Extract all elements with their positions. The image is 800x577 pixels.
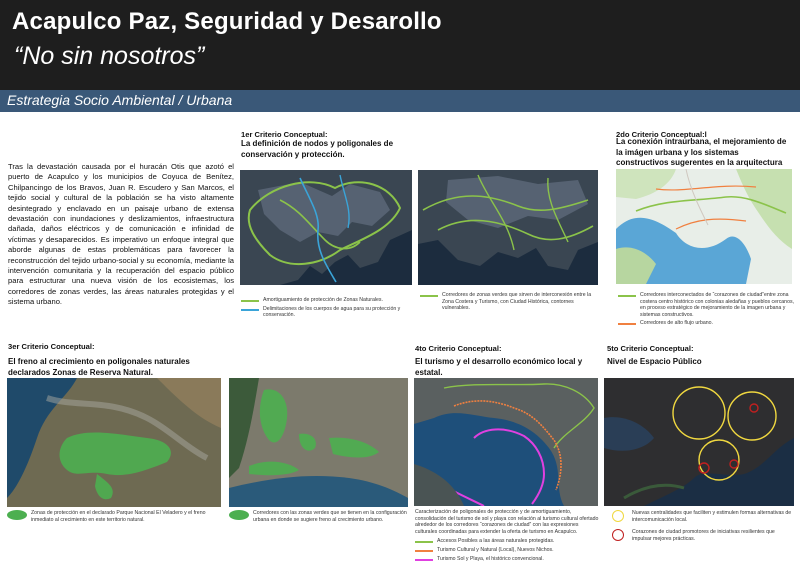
legend-criterio-1a: [241, 297, 406, 321]
blue-line-swatch: [241, 309, 259, 311]
green-line-swatch: [420, 295, 438, 297]
map-criterio-3a: [7, 378, 221, 507]
criterio-2-desc: La conexión intraurbana, el mejoramiento de la imágen urbana y los sistemas constructivos sugerentes en la arquitectura: [616, 137, 787, 167]
legend-item: Turismo Sol y Playa, el histórico convencional.: [415, 556, 599, 563]
criterio-4-intro: Caracterización de poligonales de protección y de amortiguamiento, consolidación del turismo de sol y playa con relación al turismo cultural ofertado alrededor de los corredores “corazones de ciudad” con las expresiones culturales coordinadas para extender la oferta de turismo en Acapulco.: [415, 509, 599, 535]
legend-item: Nuevas centralidades que faciliten y estimulen formas alternativas de intercomunicación local.: [610, 510, 794, 523]
green-line-swatch: [618, 295, 636, 297]
page-title: Acapulco Paz, Seguridad y Desarollo: [12, 8, 442, 35]
criterio-5-desc: Nivel de Espacio Público: [607, 357, 702, 366]
map-criterio-2: [616, 169, 792, 284]
legend-item: Corazones de ciudad promotores de iniciativas resilientes que impulsar mejores prácticas.: [610, 529, 794, 542]
magenta-line-swatch: [415, 559, 433, 561]
criterio-1-desc: La definición de nodos y poligonales de conservación y protección.: [241, 139, 394, 159]
intro-text: Tras la devastación causada por el huracán Otis que azotó el puerto de Acapulco y los municipios de Coyuca de Benítez, Chilpancingo de los Bravos, Juan R. Escudero y San Marcos, el tejido social y cultural de la población se ha visto altamente desintegrado y enclavado en un paisaje urbano de extensa devastación con inundaciones y deslizamientos, infraestructura dañada, daños eléctricos y de comunicación e infinidad de víctimas y desaparecidos. Es imperativo un enfoque integral que aborde algunas de estas problemáticas para favorecer la reconstrucción del tejido urbano-social y su economía, mediante la intervención comunitaria y la recuperación del espacio público para estructurar una nueva visión de los ecosistemas, los corredores de zonas verdes, las áreas naturales protegidas y el sistema urbano.: [8, 162, 234, 307]
criterio-2-title: 2do Criterio Conceptual:l: [616, 130, 707, 139]
page-subtitle: “No sin nosotros”: [14, 42, 205, 70]
criterio-3-desc: El freno al crecimiento en poligonales naturales declarados Zonas de Reserva Natural.: [8, 357, 190, 377]
map-criterio-1a: [240, 170, 412, 285]
legend-criterio-3b: [229, 510, 408, 525]
map-criterio-5: [604, 378, 794, 506]
legend-item: Corredores de alto flujo urbano.: [618, 320, 794, 327]
map-criterio-3b: [229, 378, 408, 507]
legend-item: Amortiguamiento de protección de Zonas Naturales.: [241, 297, 406, 304]
green-area-swatch: [229, 510, 249, 520]
legend-item: Corredores interconectados de “corazones de ciudad”entre zona costera centro histórico con colonias aledañas y pueblos cercanos, en proceso estratégico de mejoramiento de la imagen urbana y sistemas constructivos.: [618, 292, 794, 318]
header: [0, 0, 800, 90]
criterio-5-title: 5to Criterio Conceptual:: [607, 344, 694, 353]
orange-line-swatch: [415, 550, 433, 552]
legend-item: Turismo Cultural y Natural (Local), Nuevos Nichos.: [415, 547, 599, 554]
criterio-4-desc: El turismo y el desarrollo económico local y estatal.: [415, 357, 583, 377]
legend-item: Corredores con las zonas verdes que se tienen en la configuración urbana en donde se sugiere freno al crecimiento urbano.: [229, 510, 408, 523]
red-ring-swatch: [612, 529, 624, 541]
legend-criterio-4: [415, 509, 599, 564]
map-criterio-4: [414, 378, 598, 506]
legend-criterio-3a: [7, 510, 221, 525]
section-band: [0, 90, 800, 112]
legend-criterio-1b: [420, 292, 595, 314]
green-line-swatch: [415, 541, 433, 543]
legend-item: Corredores de zonas verdes que sirven de interconexión entre la Zona Costera y Turismo, con Ciudad Histórica, contornes vulnerables.: [420, 292, 595, 312]
green-area-swatch: [7, 510, 27, 520]
orange-line-swatch: [618, 323, 636, 325]
legend-item: Delimitaciones de los cuerpos de agua para su protección y conservación.: [241, 306, 406, 319]
legend-item: Accesos Posibles a las áreas naturales protegidas.: [415, 538, 599, 545]
legend-item: Zonas de protección en el declarado Parque Nacional El Veladero y el freno inmediato al crecimiento en este territorio natural.: [7, 510, 221, 523]
yellow-ring-swatch: [612, 510, 624, 522]
criterio-3-title: 3er Criterio Conceptual:: [8, 342, 95, 351]
criterio-4-title: 4to Criterio Conceptual:: [415, 344, 502, 353]
legend-criterio-5: [610, 510, 794, 544]
green-line-swatch: [241, 300, 259, 302]
section-title: Estrategia Socio Ambiental / Urbana: [7, 92, 233, 108]
map-criterio-1b: [418, 170, 598, 285]
criterio-1-title: 1er Criterio Conceptual:: [241, 130, 328, 139]
legend-criterio-2: [618, 292, 794, 329]
